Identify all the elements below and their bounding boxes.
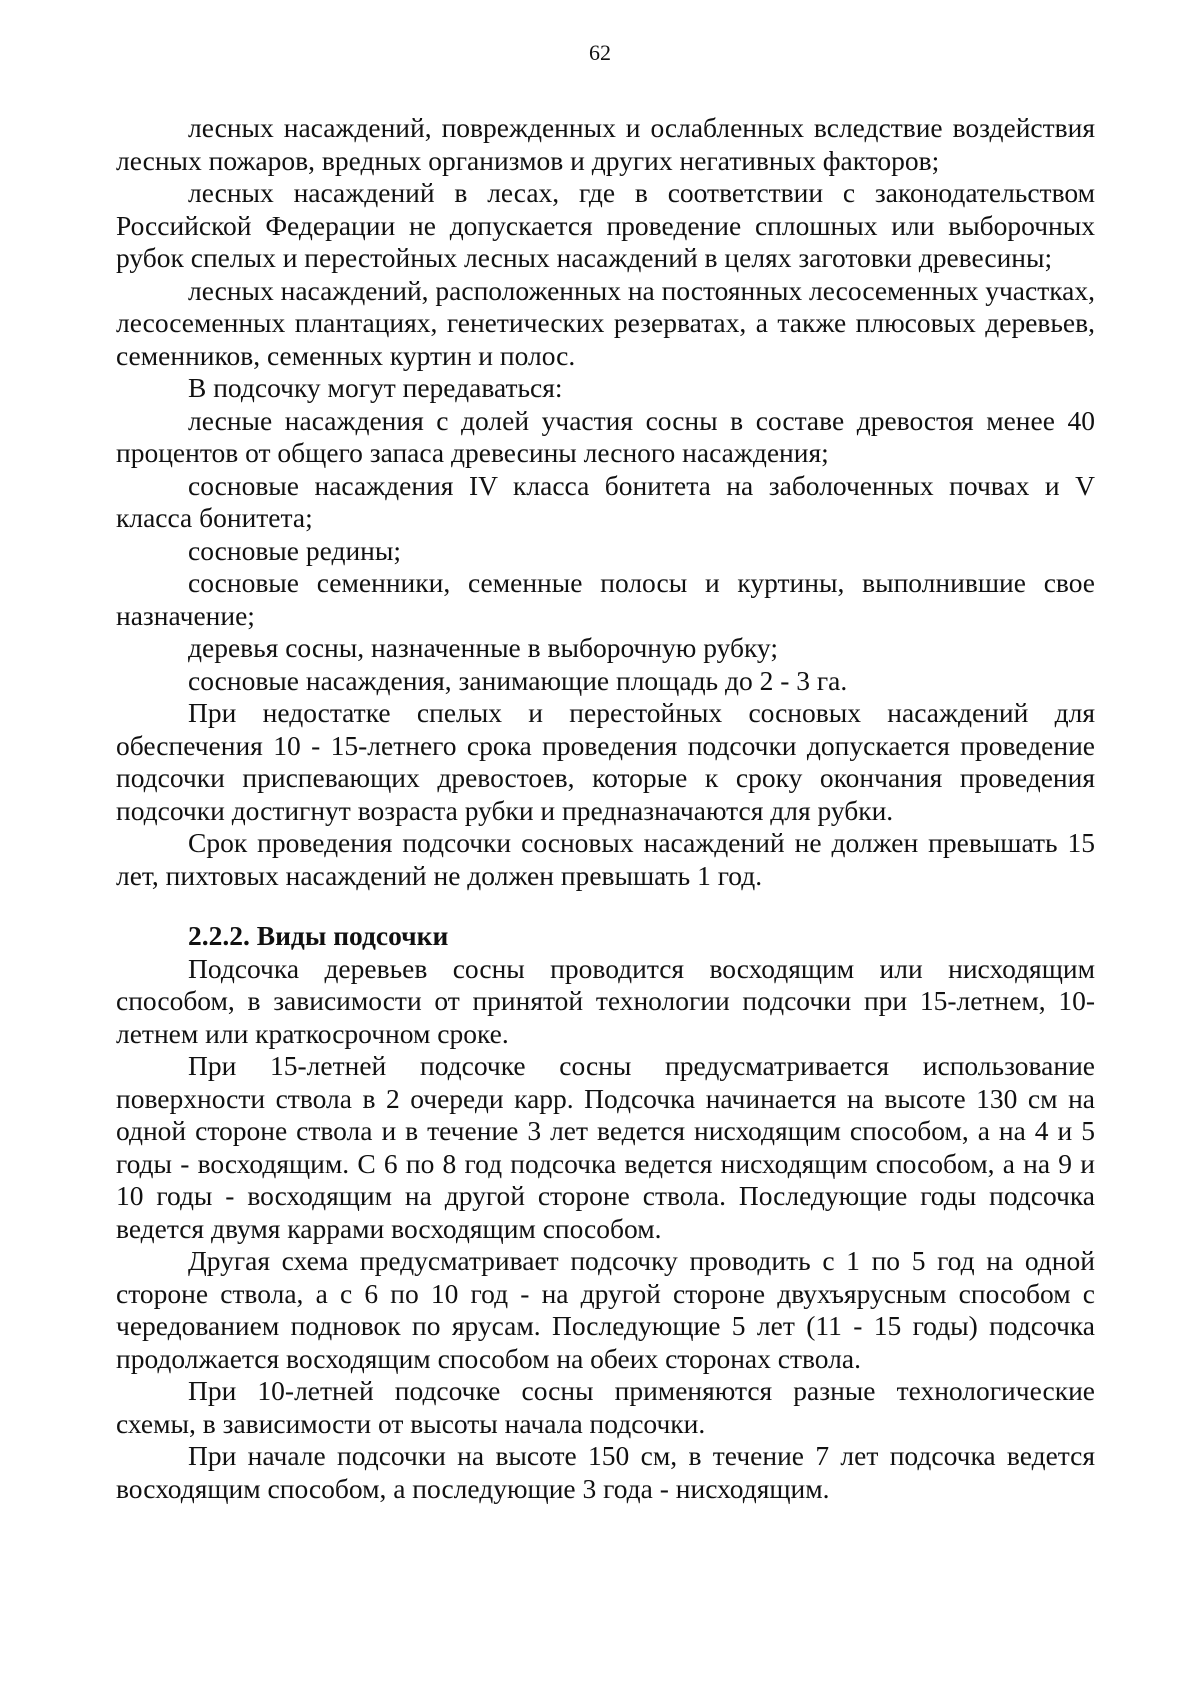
paragraph: В подсочку могут передаваться: [188,372,563,403]
paragraph: деревья сосны, назначенные в выборочную рубку; [188,632,778,663]
paragraph: лесных насаждений, поврежденных и ослабленных вследствие воздействия лесных пожаров, вредных организмов и других негативных факторов; [116,112,1095,176]
section-heading: 2.2.2. Виды подсочки [188,920,449,951]
paragraph: Подсочка деревьев сосны проводится восходящим или нисходящим способом, в зависимости от принятой технологии подсочки при 15-летнем, 10-летнем или краткосрочном сроке. [116,952,1095,1049]
paragraph: сосновые семенники, семенные полосы и куртины, выполнившие свое назначение; [116,567,1095,631]
document-body [116,112,1095,1505]
paragraph: лесных насаждений, расположенных на постоянных лесосеменных участках, лесосеменных плантациях, генетических резерватах, а также плюсовых деревьев, семенников, семенных куртин и полос. [116,274,1095,371]
paragraph: При недостатке спелых и перестойных сосновых насаждений для обеспечения 10 - 15-летнего срока проведения подсочки допускается проведение подсочки приспевающих древостоев, которые к сроку окончания проведения подсочки достигнут возраста рубки и предназначаются для рубки. [116,697,1095,826]
paragraph: При 15-летней подсочке сосны предусматривается использование поверхности ствола в 2 очереди карр. Подсочка начинается на высоте 130 см на одной стороне ствола и в течение 3 лет ведется нисходящим способом, а на 4 и 5 годы - восходящим. С 6 по 8 год подсочка ведется нисходящим способом, а на 9 и 10 годы - восходящим на другой стороне ствола. Последующие годы подсочка ведется двумя каррами восходящим способом. [116,1050,1095,1244]
page-number: 62 [589,40,611,65]
paragraph: При 10-летней подсочке сосны применяются разные технологические схемы, в зависимости от высоты начала подсочки. [116,1375,1095,1439]
paragraph: сосновые насаждения IV класса бонитета на заболоченных почвах и V класса бонитета; [116,469,1095,533]
paragraph: лесные насаждения с долей участия сосны в составе древостоя менее 40 процентов от общего запаса древесины лесного насаждения; [116,404,1095,468]
paragraph: лесных насаждений в лесах, где в соответствии с законодательством Российской Федерации не допускается проведение сплошных или выборочных рубок спелых и перестойных лесных насаждений в целях заготовки древесины; [116,177,1095,273]
paragraph: сосновые насаждения, занимающие площадь до 2 - 3 га. [188,664,848,696]
paragraph: Срок проведения подсочки сосновых насаждений не должен превышать 15 лет, пихтовых насаждений не должен превышать 1 год. [116,827,1095,891]
paragraph: сосновые редины; [188,534,401,566]
paragraph: Другая схема предусматривает подсочку проводить с 1 по 5 год на одной стороне ствола, а с 6 по 10 год - на другой стороне двухъярусным способом с чередованием подновок по ярусам. Последующие 5 лет (11 - 15 годы) подсочка продолжается восходящим способом на обеих сторонах ствола. [116,1245,1095,1374]
paragraph: При начале подсочки на высоте 150 см, в течение 7 лет подсочка ведется восходящим способом, а последующие 3 года - нисходящим. [116,1440,1095,1504]
